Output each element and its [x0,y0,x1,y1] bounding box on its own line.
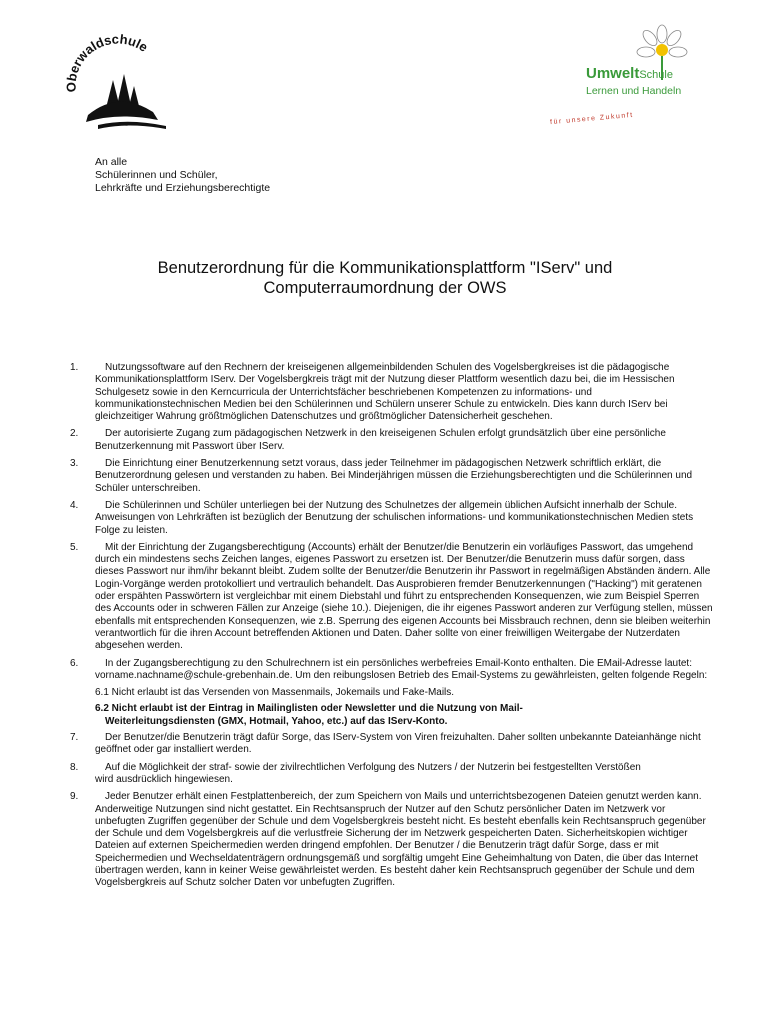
rule-item [70,500,715,537]
rule-text: Nutzungssoftware auf den Rechnern der kreiseigenen allgemeinbildenden Schulen des Vogelsbergkreises ist die pädagogische Kommunikationsplattform IServ. Der Vogelsbergkreis trägt mit der Nutzung dieser Plattform wesentlich dazu bei, die im Hessischen Schulgesetz sowie in den Kerncurricula der Unterrichtsfächer beschriebenen Kompetenzen zu informations- und kommunikationstechnischen Medien bei den Schülerinnen und Schülern unserer Schule zu entwickeln. Dies kann durch IServ bei gleichzeitiger Wahrung größtmöglichen Datenschutzes und größtmöglicher Datensicherheit geschehen. [95,362,675,423]
rule-number: 2. [70,428,79,440]
address-block [95,156,270,195]
logo-right-tag: für unsere Zukunft [550,111,634,127]
logo-right-brand: UmweltSchule [586,65,673,82]
address-line: Schülerinnen und Schüler, [95,169,218,181]
rule-item [70,791,715,889]
logo-left-text: Oberwaldschule [63,31,151,93]
rule-number: 1. [70,362,79,373]
rule-number: 8. [70,761,79,773]
title-line: Benutzerordnung für die Kommunikationsplattform "IServ" und [157,259,613,277]
rule-item [70,658,715,683]
title-line: Computerraumordnung der OWS [263,279,507,297]
rule-text: Die Schülerinnen und Schüler unterliegen bei der Nutzung des Schulnetzes der allgemein üblichen Aufsicht innerhalb der Schule. Anweisungen von Lehrkräften ist bezüglich der Benutzung der schulischen informations- und kommunikationstechnischen Medien stets Folge zu leisten. [95,499,694,536]
umweltschule-logo [550,22,710,132]
rule-text: Der autorisierte Zugang zum pädagogischen Netzwerk in den kreiseigenen Schulen erfolgt grundsätzlich über eine persönliche Benutzerkennung mit Passwort über IServ. [95,428,666,452]
rule-number: 4. [70,499,79,511]
address-line: An alle [95,156,128,168]
oberwaldschule-logo [58,30,178,130]
rule-item [70,362,715,423]
document-title [60,258,710,298]
rule-item [70,762,715,787]
svg-text:Oberwaldschule [63,31,150,92]
rule-text: Der Benutzer/die Benutzerin trägt dafür Sorge, das IServ-System von Viren freizuhalten. Daher sollten unbekannte Dateianhänge nicht geöffnet oder gar installiert werden. [95,732,701,756]
rule-item [70,542,715,653]
rule-text: Jeder Benutzer erhält einen Festplattenbereich, der zum Speichern von Mails und unterrichtsbezogenen Dateien genutzt werden kann. Anderweitige Nutzungen sind nicht gestattet. Ein Rechtsanspruch der Nutzer auf den Schutz persönlicher Daten im Netzwerk vor unbefugten Zugriffen gegenüber der Schule und dem Vogelsbergkreis besteht nicht. Es besteht ebenfalls kein Rechtsanspruch gegenüber der Schule und dem Vogelsbergkreis auf die verlustfreie Sicherung der im Netzwerk gespeicherten Daten. Sicherheitskopien wichtiger Dateien auf externen Speichermedien werden dringend empfohlen. Der Benutzer / die Benutzerin trägt dafür Sorge, dass er mit Speichermedien und Wechseldatenträgern ordnungsgemäß und sorgfältig umgeht Eine Geheimhaltung von Daten, die über das Internet übertragen werden, kann in keiner Weise gewährleistet werden. Es besteht daher kein Rechtsanspruch gegenüber der Schule und dem Vogelsbergkreis auf Schutz solcher Daten vor unbefugten Zugriffen. [95,791,706,889]
rule-number: 5. [70,541,79,553]
rule-number: 3. [70,458,79,470]
rule-text: Mit der Einrichtung der Zugangsberechtigung (Accounts) erhält der Benutzer/die Benutzerin ein vorläufiges Passwort, das umgehend durch ein mindestens sechs Zeichen langes, eigenes Passwort zu ersetzen ist. Der Benutzer/die Benutzerin muss dafür sorgen, dass dieses Passwort nur ihm/ihr bekannt bleibt. Zudem sollte der Benutzer/die Benutzerin ihr Passwort in regelmäßigen Abständen ändern. Alle Login-Vorgänge werden protokolliert und vertraulich behandelt. Das Ausprobieren fremder Benutzerkennungen ("Hacking") mit geratenen oder erspähten Passwörtern ist vergleichbar mit einem Diebstahl und führt zu entsprechenden Konsequenzen, wie zum Beispiel Sperren des Accounts oder in schweren Fällen zur Anzeige (siehe 10.). Diejenigen, die ihr eigenes Passwort anderen zur Verfügung stellen, müssen ebenfalls mit entsprechenden Konsequenzen, wie z.B. Sperrung des eigenen Accounts bei Missbrauch rechnen, denn sie bleiben weiterhin verantwortlich für die ihren Account betreffenden Aktionen und Daten. Daher sollte von einer freiwilligen Weitergabe der Nutzerdaten abgesehen werden. [95,541,713,652]
rule-text: Die Einrichtung einer Benutzerkennung setzt voraus, dass jeder Teilnehmer im pädagogischen Netzwerk schriftlich erklärt, die Benutzerordnung gelesen und verstanden zu haben. Bei Minderjährigen müssen die Erziehungsberechtigten und die Schülerinnen und Schüler unterschreiben. [95,458,693,494]
sub-rule-6-1: 6.1 Nicht erlaubt ist das Versenden von Massenmails, Jokemails und Fake-Mails. [95,687,455,699]
sub-rule-6-2-line2: Weiterleitungsdiensten (GMX, Hotmail, Yahoo, etc.) auf das IServ-Konto. [105,715,448,727]
rule-item [70,732,715,757]
rule-text: In der Zugangsberechtigung zu den Schulrechnern ist ein persönliches werbefreies Email-Konto enthalten. Die EMail-Adresse lautet: vorname.nachname@schule-grebenhain.de. Um den reibungslosen Betrieb des Email-Systems zu gewährleisten, gelten folgende Regeln: [95,657,708,681]
rule-number: 9. [70,791,79,803]
rule-item [70,428,715,453]
rule-number: 7. [70,732,79,744]
rule-number: 6. [70,657,79,669]
sub-rule-6-2-line1: 6.2 Nicht erlaubt ist der Eintrag in Mailinglisten oder Newsletter und die Nutzung von Mail- [95,703,523,715]
address-line: Lehrkräfte und Erziehungsberechtigte [95,182,271,194]
sub-rule-6-2 [70,703,715,728]
rules-list [70,362,715,895]
rule-text-cont: wird ausdrücklich hingewiesen. [95,773,233,785]
rule-text: Auf die Möglichkeit der straf- sowie der zivilrechtlichen Verfolgung des Nutzers / der Nutzerin bei festgestellten Verstößen [105,761,641,773]
logo-right-sub: Lernen und Handeln [586,85,682,97]
rule-item [70,458,715,495]
